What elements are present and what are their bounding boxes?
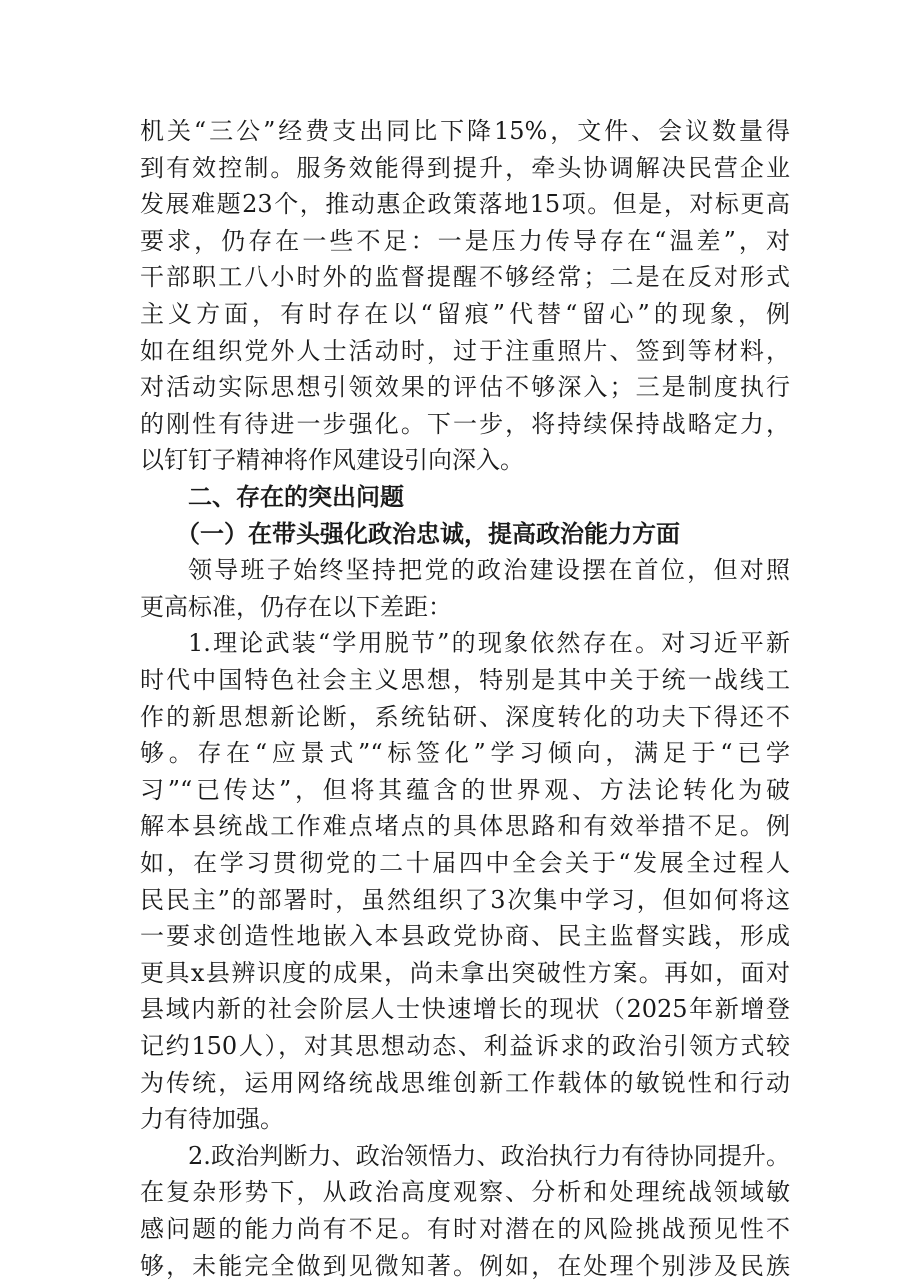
paragraph-line: 1.理论武装“学用脱节”的现象依然存在。对习近平新 bbox=[188, 629, 790, 657]
subsection-heading: （一）在带头强化政治忠诚，提高政治能力方面 bbox=[176, 519, 680, 548]
paragraph-line: 机关“三公”经费支出同比下降15%，文件、会议数量得 bbox=[140, 117, 790, 145]
paragraph-line: 要求，仍存在一些不足：一是压力传导存在“温差”，对 bbox=[140, 227, 790, 255]
paragraph-line: 够，未能完全做到见微知著。例如，在处理个别涉及民族 bbox=[140, 1252, 790, 1280]
paragraph-line: 对活动实际思想引领效果的评估不够深入；三是制度执行 bbox=[140, 373, 790, 401]
paragraph-line: 干部职工八小时外的监督提醒不够经常；二是在反对形式 bbox=[140, 263, 790, 291]
section-heading: 二、存在的突出问题 bbox=[188, 483, 404, 511]
paragraph-line: 够。存在“应景式”“标签化”学习倾向，满足于“已学 bbox=[140, 739, 790, 767]
paragraph-line: 以钉钉子精神将作风建设引向深入。 bbox=[140, 446, 524, 474]
paragraph-line: 在复杂形势下，从政治高度观察、分析和处理统战领域敏 bbox=[140, 1178, 790, 1206]
paragraph-line: 时代中国特色社会主义思想，特别是其中关于统一战线工 bbox=[140, 666, 790, 694]
paragraph-line: 如在组织党外人士活动时，过于注重照片、签到等材料， bbox=[140, 337, 790, 365]
paragraph-line: 领导班子始终坚持把党的政治建设摆在首位，但对照 bbox=[188, 556, 790, 584]
paragraph-line: 发展难题23个，推动惠企政策落地15项。但是，对标更高 bbox=[140, 190, 790, 218]
paragraph-line: 一要求创造性地嵌入本县政党协商、民主监督实践，形成 bbox=[140, 922, 790, 950]
paragraph-line: 记约150人），对其思想动态、利益诉求的政治引领方式较 bbox=[140, 1032, 790, 1060]
paragraph-line: 习”“已传达”，但将其蕴含的世界观、方法论转化为破 bbox=[140, 776, 790, 804]
paragraph-line: 的刚性有待进一步强化。下一步，将持续保持战略定力， bbox=[140, 410, 790, 438]
paragraph-line: 为传统，运用网络统战思维创新工作载体的敏锐性和行动 bbox=[140, 1069, 790, 1097]
paragraph-line: 感问题的能力尚有不足。有时对潜在的风险挑战预见性不 bbox=[140, 1215, 790, 1243]
paragraph-line: 到有效控制。服务效能得到提升，牵头协调解决民营企业 bbox=[140, 154, 790, 182]
paragraph-line: 民民主”的部署时，虽然组织了3次集中学习，但如何将这 bbox=[140, 886, 790, 914]
paragraph-line: 更高标准，仍存在以下差距： bbox=[140, 593, 452, 621]
paragraph-line: 力有待加强。 bbox=[140, 1105, 284, 1133]
paragraph-line: 主义方面，有时存在以“留痕”代替“留心”的现象，例 bbox=[140, 300, 790, 328]
paragraph-line: 如，在学习贯彻党的二十届四中全会关于“发展全过程人 bbox=[140, 849, 790, 877]
paragraph-line: 县域内新的社会阶层人士快速增长的现状（2025年新增登 bbox=[140, 995, 790, 1023]
paragraph-line: 2.政治判断力、政治领悟力、政治执行力有待协同提升。 bbox=[188, 1142, 790, 1170]
paragraph-line: 更具x县辨识度的成果，尚未拿出突破性方案。再如，面对 bbox=[140, 959, 790, 987]
paragraph-line: 作的新思想新论断，系统钻研、深度转化的功夫下得还不 bbox=[140, 703, 790, 731]
paragraph-line: 解本县统战工作难点堵点的具体思路和有效举措不足。例 bbox=[140, 812, 790, 840]
